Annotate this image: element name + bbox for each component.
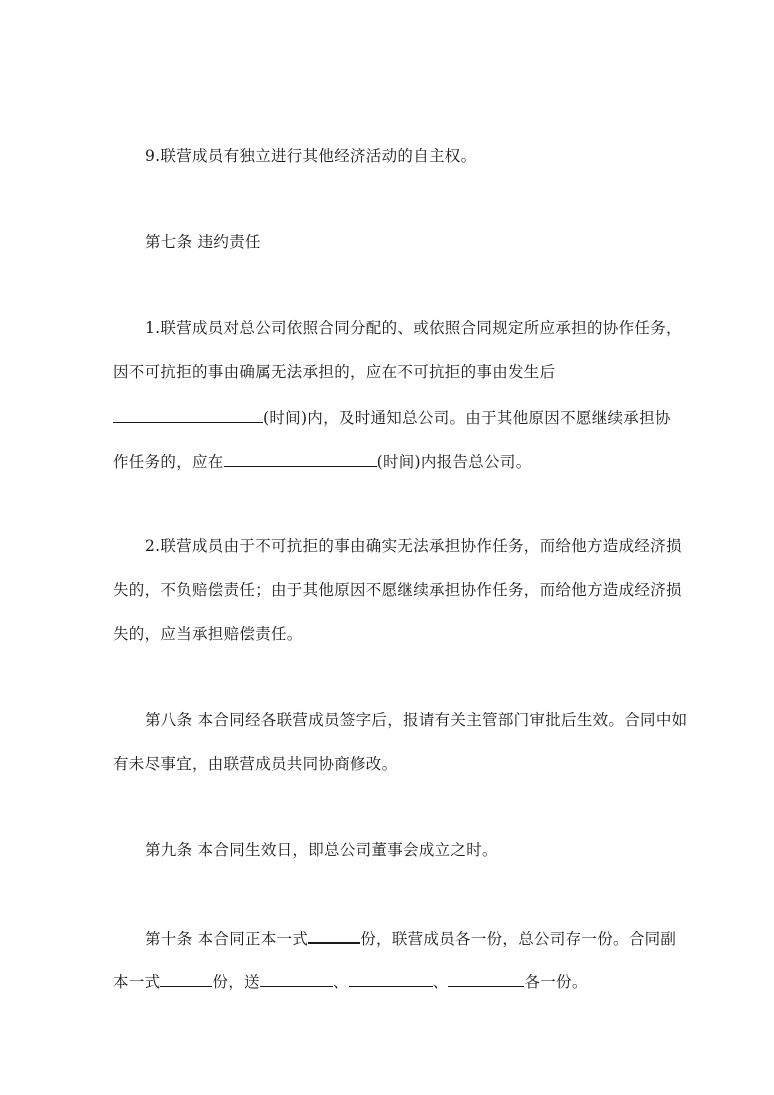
- article-text: 份，送: [212, 973, 260, 991]
- article-text: 第八条 本合同经各联营成员签字后，报请有关主管部门审批后生效。合同中如: [145, 711, 688, 729]
- article-text: 份，联营成员各一份，总公司存一份。合同副: [360, 930, 677, 948]
- article-text: 第十条 本合同正本一式: [145, 930, 309, 948]
- clause-text: 失的，不负赔偿责任；由于其他原因不愿继续承担协作任务，而给他方造成经济损: [113, 581, 682, 599]
- article-7-clause-2-line-3: [113, 624, 303, 644]
- clause-text: 失的，应当承担赔偿责任。: [113, 625, 303, 643]
- paragraph-item-9: [145, 146, 476, 166]
- article-7-clause-1-line-2: [113, 362, 555, 382]
- article-8-line-1: [145, 710, 687, 730]
- copies-blank-duplicate[interactable]: [160, 970, 212, 987]
- article-9-line-1: [145, 840, 498, 860]
- article-text: 有未尽事宜，由联营成员共同协商修改。: [113, 755, 398, 773]
- article-7-clause-1-line-4: [113, 450, 532, 472]
- article-10-line-2: [113, 970, 588, 992]
- clause-text: 因不可抗拒的事由确属无法承担的，应在不可抗拒的事由发生后: [113, 363, 556, 381]
- article-10-line-1: [145, 926, 676, 949]
- article-7-heading: [145, 232, 261, 252]
- article-7-clause-2-line-2: [113, 580, 682, 600]
- clause-text: 1.联营成员对总公司依照合同分配的、或依照合同规定所应承担的协作任务，: [145, 319, 682, 337]
- article-7-title: 第七条 违约责任: [145, 233, 261, 251]
- recipient-blank-3[interactable]: [448, 970, 524, 987]
- article-7-clause-1-line-1: [145, 318, 682, 338]
- clause-text: 作任务的，应在: [113, 453, 224, 471]
- copies-blank-original[interactable]: [308, 926, 360, 944]
- article-text: 各一份。: [524, 973, 588, 991]
- recipient-blank-1[interactable]: [260, 970, 333, 987]
- time-blank-1[interactable]: [113, 406, 263, 423]
- recipient-blank-2[interactable]: [349, 970, 433, 987]
- separator: 、: [332, 973, 349, 991]
- article-7-clause-1-line-3: [113, 406, 671, 428]
- time-blank-2[interactable]: [224, 450, 377, 467]
- clause-text: (时间)内，及时通知总公司。由于其他原因不愿继续承担协: [263, 409, 671, 427]
- item-9-text: 9.联营成员有独立进行其他经济活动的自主权。: [145, 147, 477, 165]
- clause-text: 2.联营成员由于不可抗拒的事由确实无法承担协作任务，而给他方造成经济损: [145, 537, 682, 555]
- article-8-line-2: [113, 754, 397, 774]
- article-text: 本一式: [113, 973, 161, 991]
- separator: 、: [432, 973, 449, 991]
- article-7-clause-2-line-1: [145, 536, 682, 556]
- clause-text: (时间)内报告总公司。: [376, 453, 532, 471]
- article-text: 第九条 本合同生效日，即总公司董事会成立之时。: [145, 841, 498, 859]
